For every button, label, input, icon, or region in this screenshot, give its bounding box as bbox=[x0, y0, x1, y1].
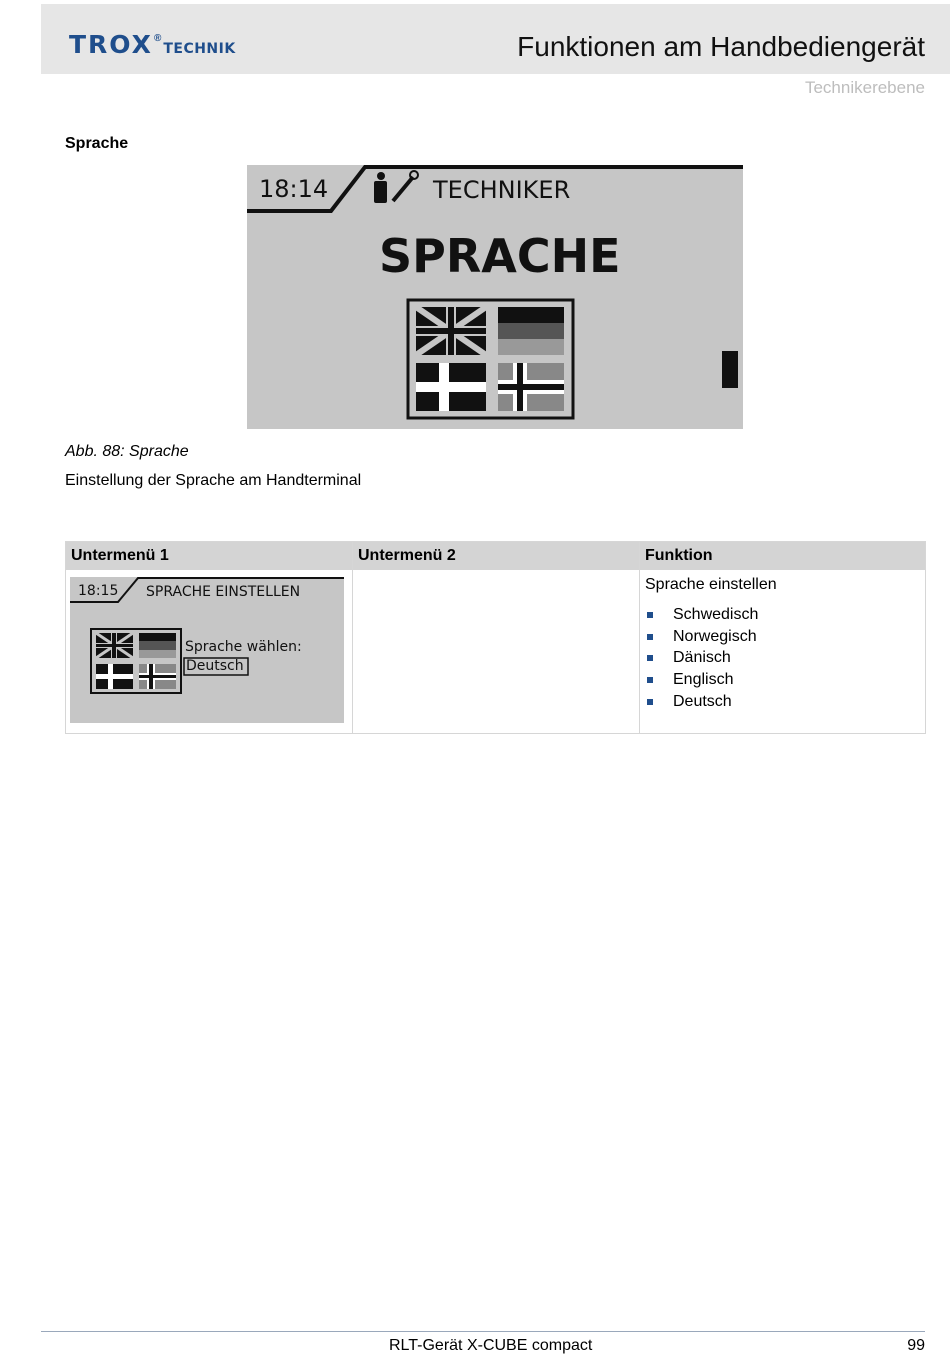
lcd-display-sprache-einstellen bbox=[70, 577, 344, 723]
table-header-untermenu2: Untermenü 2 bbox=[353, 542, 639, 570]
option-label: Norwegisch bbox=[673, 627, 757, 645]
column-divider bbox=[352, 542, 353, 733]
bullet-icon bbox=[647, 677, 653, 683]
no-flag-icon bbox=[498, 363, 564, 411]
lcd-selected-language: Deutsch bbox=[186, 658, 244, 674]
list-item bbox=[645, 626, 758, 648]
bullet-icon bbox=[647, 612, 653, 618]
lcd-user-level: TECHNIKER bbox=[433, 176, 571, 204]
lcd-display-sprache bbox=[247, 165, 743, 429]
trox-logo bbox=[69, 30, 236, 60]
dk-flag-icon bbox=[416, 363, 486, 411]
list-item bbox=[645, 604, 758, 626]
option-label: Englisch bbox=[673, 671, 734, 689]
list-item bbox=[645, 647, 758, 669]
intro-text: Einstellung der Sprache am Handterminal bbox=[65, 472, 362, 489]
section-label: Technikerebene bbox=[804, 78, 925, 97]
section-heading: Sprache bbox=[65, 135, 129, 152]
option-label: Deutsch bbox=[673, 692, 732, 710]
footer-document-title: RLT-Gerät X-CUBE compact bbox=[389, 1337, 593, 1354]
logo-primary: TROX bbox=[69, 30, 153, 59]
lcd-screen-title: SPRACHE bbox=[379, 229, 621, 283]
lcd-frame-graphic bbox=[247, 165, 743, 429]
lcd-prompt: Sprache wählen: bbox=[185, 639, 302, 655]
logo-registered: ® bbox=[153, 33, 162, 44]
bullet-icon bbox=[647, 655, 653, 661]
column-divider bbox=[639, 542, 640, 733]
list-item bbox=[645, 669, 758, 691]
de-flag-icon bbox=[139, 633, 176, 658]
function-title: Sprache einstellen bbox=[645, 576, 777, 593]
uk-flag-icon bbox=[96, 633, 133, 658]
option-label: Schwedisch bbox=[673, 606, 759, 623]
uk-flag-icon bbox=[416, 307, 486, 355]
option-label: Dänisch bbox=[673, 649, 731, 667]
list-item bbox=[645, 691, 758, 713]
dk-flag-icon bbox=[96, 664, 133, 689]
footer-divider bbox=[41, 1331, 925, 1332]
logo-secondary: TECHNIK bbox=[163, 41, 236, 57]
figure-caption: Abb. 88: Sprache bbox=[65, 443, 189, 460]
lcd-screen-title: SPRACHE EINSTELLEN bbox=[146, 584, 301, 600]
no-flag-icon bbox=[139, 664, 176, 689]
technician-icon bbox=[374, 171, 418, 203]
language-options-list bbox=[645, 604, 758, 712]
page-title: Funktionen am Handbediengerät bbox=[517, 31, 925, 62]
page-number: 99 bbox=[907, 1337, 925, 1354]
lcd-time: 18:14 bbox=[259, 175, 329, 203]
bullet-icon bbox=[647, 699, 653, 705]
table-header-untermenu1: Untermenü 1 bbox=[66, 542, 352, 570]
bullet-icon bbox=[647, 634, 653, 640]
lcd-time: 18:15 bbox=[78, 583, 119, 599]
table-header-funktion: Funktion bbox=[640, 542, 925, 570]
de-flag-icon bbox=[498, 307, 564, 355]
